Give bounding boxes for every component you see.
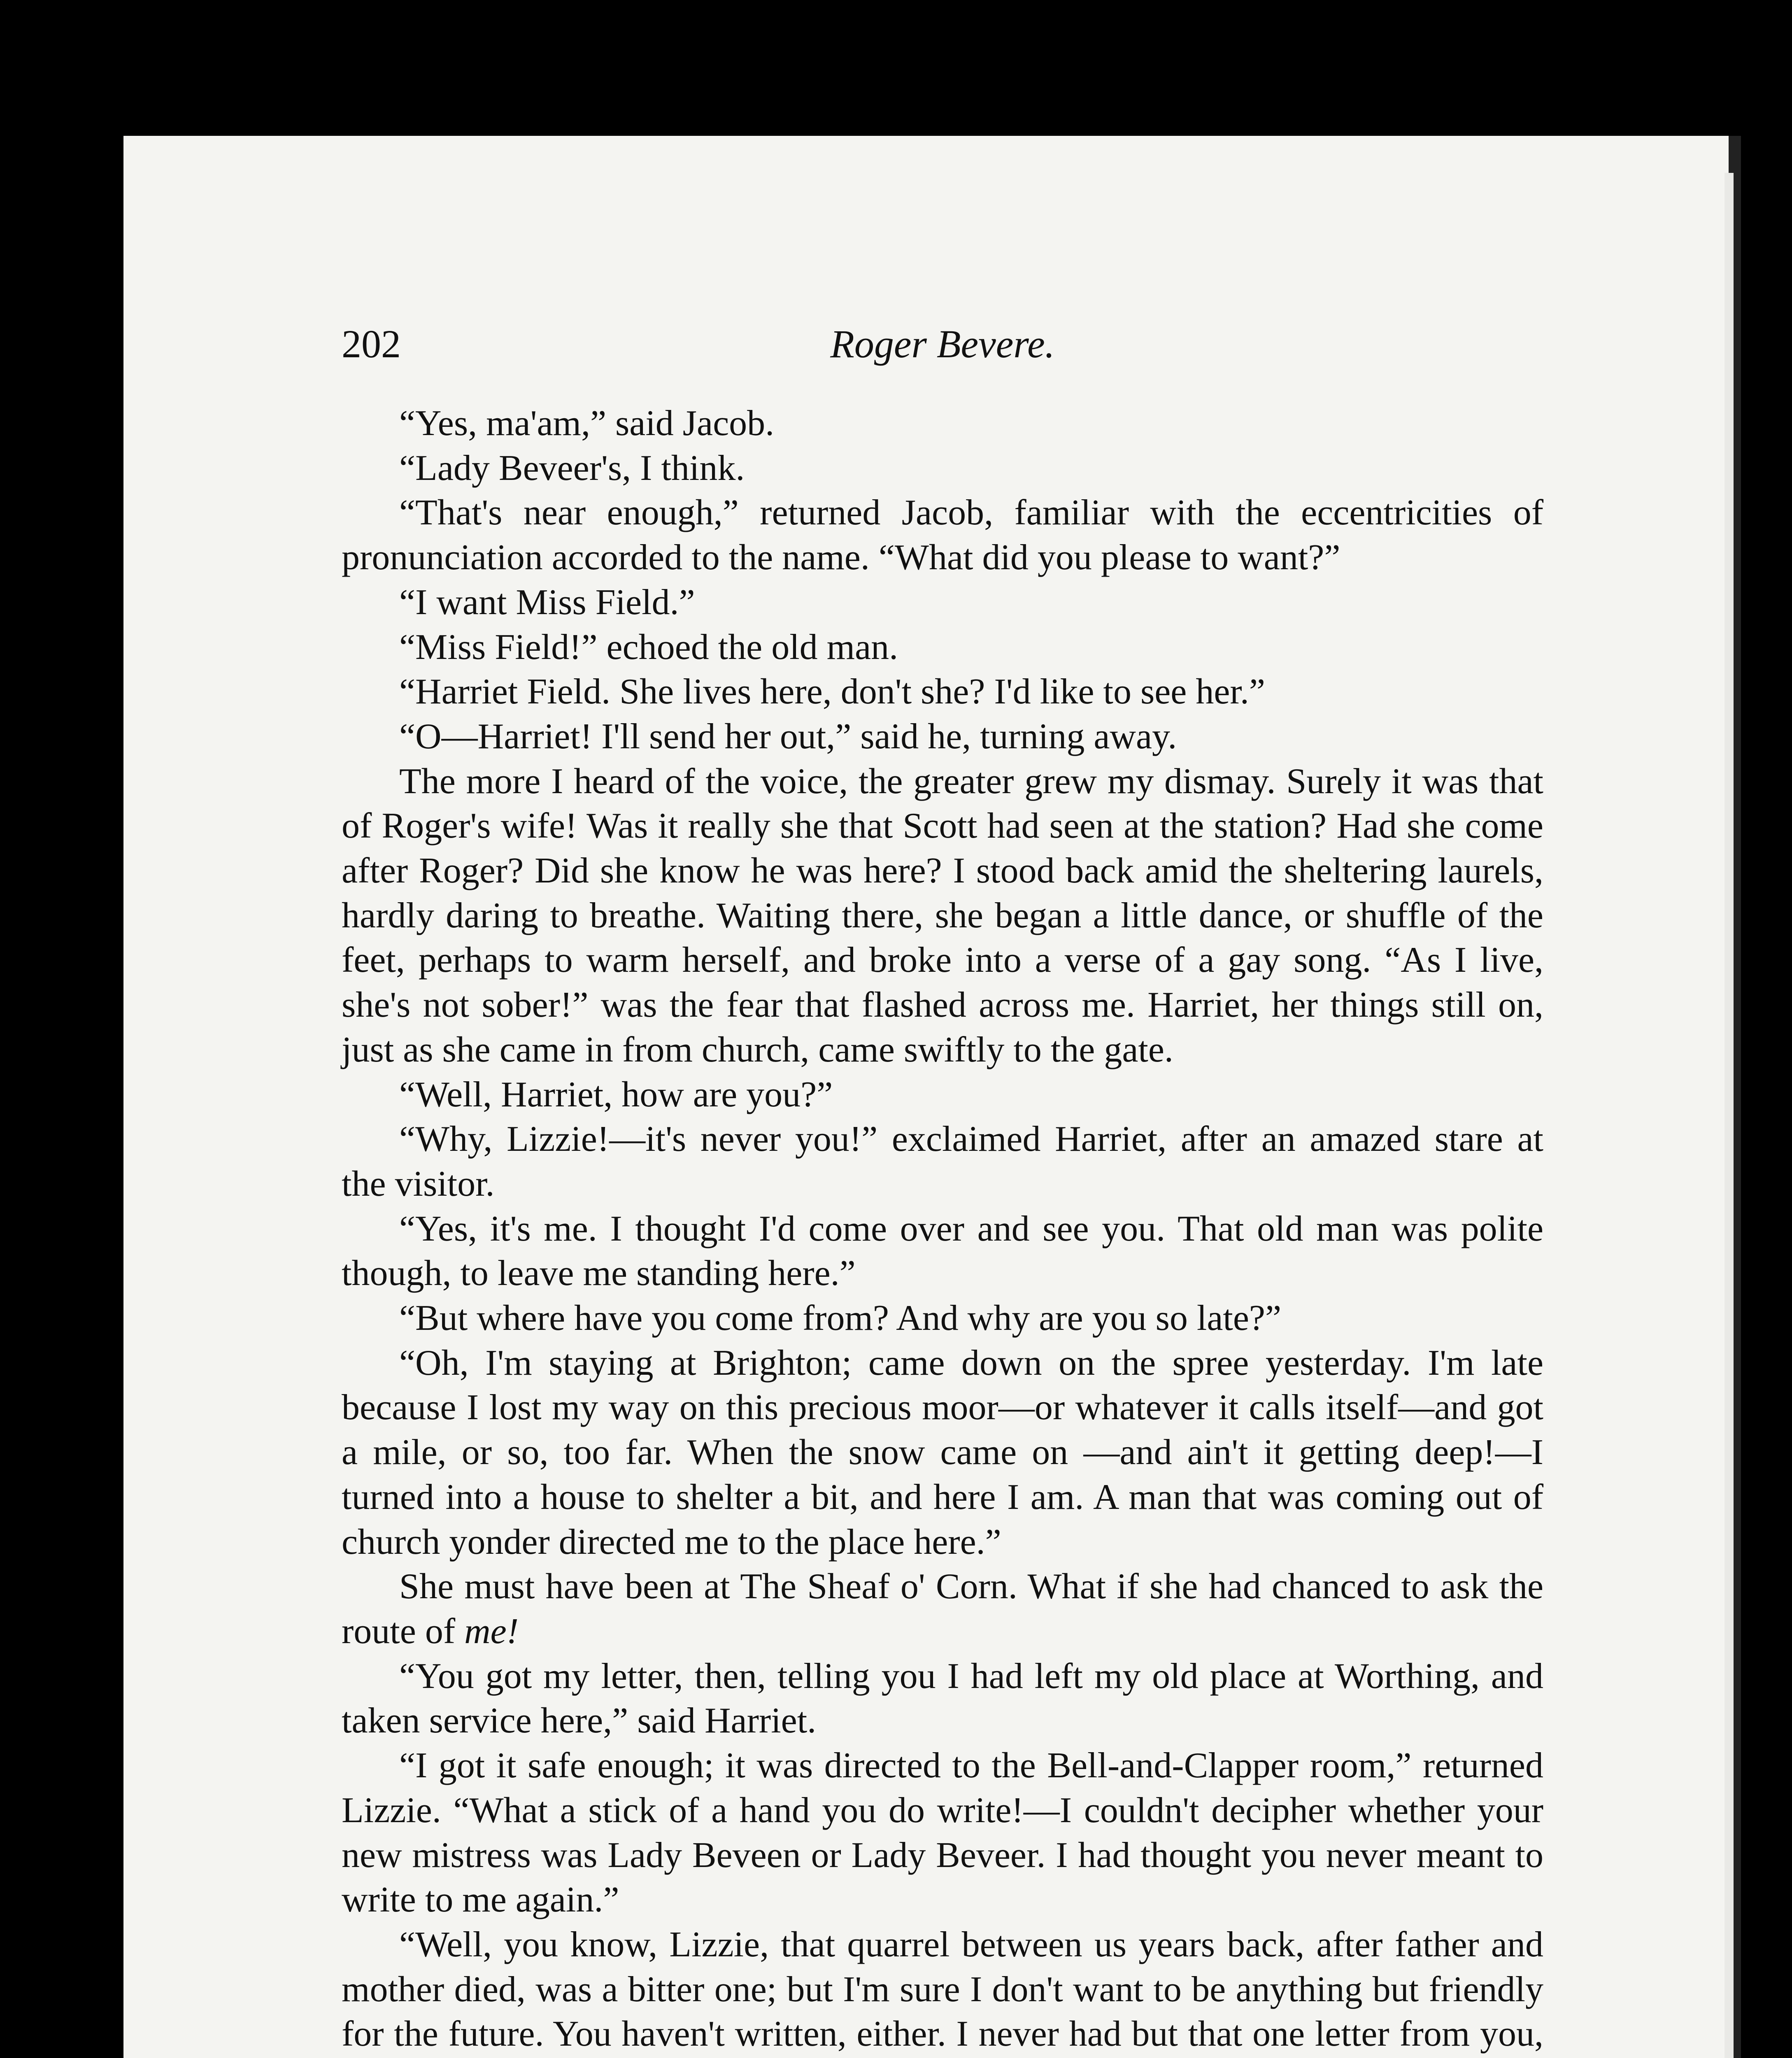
paragraph: “Why, Lizzie!—it's never you!” exclaimed Harriet, after an amazed stare at the visitor. bbox=[342, 1119, 1543, 1204]
paragraph: “Miss Field!” echoed the old man. bbox=[399, 627, 898, 667]
paragraph-text: She must have been at The Sheaf o' Corn. What if she had chanced to ask the route of bbox=[342, 1567, 1543, 1651]
page-edge bbox=[1725, 173, 1734, 2058]
paragraph: “Oh, I'm staying at Brighton; came down on the spree yesterday. I'm late because I lost my way on this precious moor—or whatever it calls itself—and got a mile, or so, too far. When the snow came on —and ain't it getting deep!—I turned into a house to shelter a bit, and here I am. A man that was coming out of church yonder directed me to the place here.” bbox=[342, 1343, 1543, 1562]
paragraph: “Well, you know, Lizzie, that quarrel between us years back, after father and mother died, was a bitter one; but I'm sure I don't want to be anything but friendly for the future. You haven't written, either. I never had but that one letter from you, bbox=[342, 1924, 1543, 2054]
body-text bbox=[342, 401, 1543, 2058]
paragraph: “Harriet Field. She lives here, don't she? I'd like to see her.” bbox=[399, 672, 1265, 712]
paragraph: “That's near enough,” returned Jacob, familiar with the eccentricities of pronunciation accorded to the name. “What did you please to want?” bbox=[342, 493, 1543, 578]
paragraph: “You got my letter, then, telling you I had left my old place at Worthing, and taken service here,” said Harriet. bbox=[342, 1656, 1543, 1741]
paragraph: “Yes, ma'am,” said Jacob. bbox=[399, 403, 775, 443]
page-header bbox=[342, 321, 1543, 366]
paragraph: “Lady Beveer's, I think. bbox=[399, 448, 745, 488]
running-title: Roger Bevere. bbox=[830, 322, 1055, 366]
paragraph: “I want Miss Field.” bbox=[399, 582, 695, 622]
paragraph: “I got it safe enough; it was directed to the Bell-and-Clapper room,” returned Lizzie. “What a stick of a hand you do write!—I couldn't decipher whether your new mistress was Lady Beveen or Lady Beveer. I had thought you never meant to write to me again.” bbox=[342, 1746, 1543, 1920]
paragraph: “Yes, it's me. I thought I'd come over and see you. That old man was polite though, to leave me standing here.” bbox=[342, 1208, 1543, 1294]
paragraph: The more I heard of the voice, the greater grew my dismay. Surely it was that of Roger's wife! Was it really she that Scott had seen at the station? Had she come after Roger? Did she know he was here? I stood back amid the sheltering laurels, hardly daring to breathe. Waiting there, she began a little dance, or shuffle of the feet, perhaps to warm herself, and broke into a verse of a gay song. “As I live, she's not sober!” was the fear that flashed across me. Harriet, her things still on, just as she came in from church, came swiftly to the gate. bbox=[342, 761, 1543, 1070]
paragraph: “But where have you come from? And why are you so late?” bbox=[399, 1298, 1282, 1339]
paragraph: “O—Harriet! I'll send her out,” said he, turning away. bbox=[399, 716, 1177, 757]
page-number: 202 bbox=[342, 322, 401, 366]
paragraph-with-emphasis bbox=[342, 1564, 1543, 1654]
paragraph: “Well, Harriet, how are you?” bbox=[399, 1074, 833, 1115]
emphasis-me: me! bbox=[464, 1611, 519, 1651]
